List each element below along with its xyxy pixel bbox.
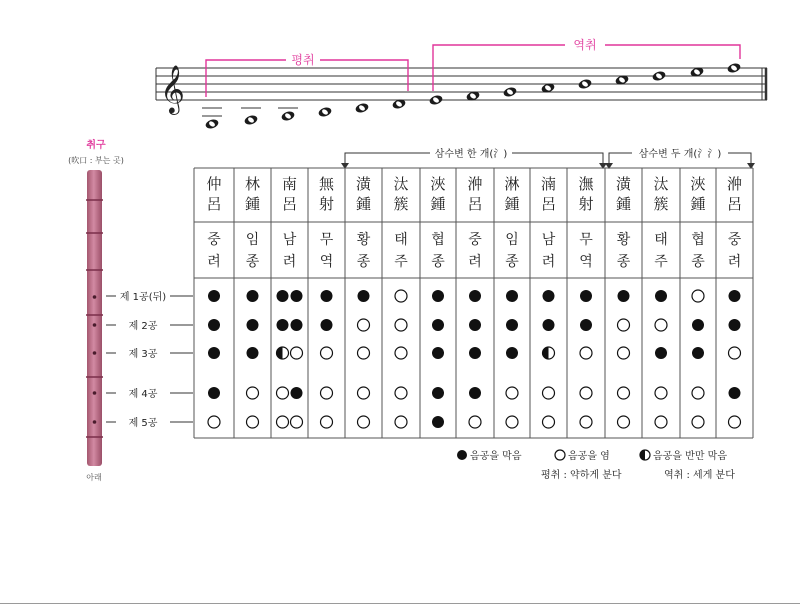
closed-hole-icon [432,387,444,399]
staff-notes [202,62,741,130]
closed-hole-icon [729,319,741,331]
open-hole-icon [618,319,630,331]
hanja-note-name: 簇 [393,195,409,213]
hangul-note-name: 태 [394,232,408,248]
hangul-note-name: 려 [727,254,742,270]
closed-hole-icon [655,347,667,359]
whole-note [318,106,333,118]
closed-hole-icon [208,319,220,331]
open-hole-icon [358,319,370,331]
legend-half: 음공을 반만 막음 [653,451,727,462]
hangul-note-name: 황 [616,232,631,248]
one-water-radical-label: 삼수변 한 개(氵) [434,149,508,160]
whole-note [241,108,261,126]
hangul-note-name: 주 [394,254,408,270]
closed-hole-icon [469,347,481,359]
hangul-note-name: 종 [356,254,371,270]
hangul-note-name: 종 [431,254,445,270]
fingering-table [194,168,753,438]
flute-illustration [68,138,193,482]
hangul-note-name: 중 [468,232,482,248]
open-hole-icon [555,450,565,460]
hangul-note-name: 임 [245,232,260,248]
closed-hole-icon [506,319,518,331]
hanja-note-name: 林 [244,175,261,193]
closed-hole-icon [692,319,704,331]
hanja-note-name: 鍾 [690,195,706,213]
open-hole-icon [506,416,518,428]
note-column [319,175,335,428]
closed-hole-icon [358,290,370,302]
open-hole-icon [692,387,704,399]
hanja-note-name: 汰 [393,175,409,193]
open-hole-icon [321,347,333,359]
open-hole-icon [618,416,630,428]
hangul-note-name: 종 [691,254,705,270]
open-hole-icon [321,416,333,428]
note-column [616,175,631,428]
hanja-note-name: 浹 [690,175,706,193]
open-hole-icon [277,416,289,428]
hangul-note-name: 협 [691,232,705,248]
open-hole-icon [358,387,370,399]
hangul-note-name: 려 [207,254,221,270]
closed-hole-icon [729,290,741,302]
hanja-note-name: 汰 [653,175,669,193]
hangul-note-name: 황 [356,232,371,248]
open-hole-icon [291,347,303,359]
open-hole-icon [395,387,407,399]
closed-hole-icon [580,290,592,302]
closed-hole-icon [469,290,481,302]
hangul-note-name: 임 [505,232,519,248]
closed-hole-icon [291,319,303,331]
hanja-note-name: 呂 [206,195,222,213]
hangul-note-name: 남 [541,232,556,248]
open-hole-icon [247,387,259,399]
open-hole-icon [395,347,407,359]
legend-yeokchwi: 역취 : 세게 분다 [664,470,735,481]
treble-clef-icon: 𝄞 [160,64,185,113]
open-hole-icon [469,416,481,428]
closed-hole-icon [580,319,592,331]
hole-label: 제 5공 [128,418,158,429]
hanja-note-name: 㳞 [726,175,743,193]
hanja-note-name: 湳 [540,175,557,193]
open-hole-icon [543,387,555,399]
hanja-note-name: 呂 [281,195,298,213]
legend-closed: 음공을 막음 [470,451,522,462]
closed-hole-icon [277,319,289,331]
closed-hole-icon [469,319,481,331]
open-hole-icon [580,416,592,428]
hangul-note-name: 역 [319,254,334,270]
closed-hole-icon [543,290,555,302]
note-column [393,175,408,428]
hanja-note-name: 鍾 [355,195,372,213]
whole-note [202,108,222,130]
hanja-note-name: 鍾 [504,195,520,213]
whole-note [503,86,518,98]
hanja-note-name: 潕 [578,175,594,193]
closed-hole-icon [321,290,333,302]
whole-note [578,78,593,90]
note-column [245,175,260,428]
whole-note [652,70,667,82]
legend-pyeongchwi: 평취 : 약하게 분다 [541,470,622,481]
open-hole-icon [692,416,704,428]
closed-hole-icon [432,347,444,359]
closed-hole-icon [321,319,333,331]
hanja-note-name: 呂 [467,195,483,213]
hangul-note-name: 종 [616,254,631,270]
open-hole-icon [729,347,741,359]
open-hole-icon [358,416,370,428]
note-column [578,175,594,428]
mouthpiece-subtitle: (吹口 : 부는 곳) [68,156,124,165]
closed-hole-icon [692,347,704,359]
hangul-note-name: 태 [654,232,668,248]
open-hole-icon [580,387,592,399]
closed-hole-icon [618,290,630,302]
note-column [541,175,556,428]
whole-note [429,94,444,106]
closed-hole-icon [277,290,289,302]
legend-open: 음공을 염 [568,451,610,462]
open-hole-icon [655,319,667,331]
yeokchwi-label: 역취 [573,38,597,52]
note-column [690,175,705,428]
hanja-note-name: 仲 [206,175,222,193]
closed-hole-icon [543,319,555,331]
note-column [504,175,519,428]
pyeongchwi-label: 평취 [291,53,315,67]
hanja-note-name: 㳞 [467,175,483,193]
hangul-note-name: 무 [579,232,593,248]
hanja-note-name: 無 [318,175,335,193]
whole-note [727,62,742,74]
closed-hole-icon [208,290,220,302]
note-column [467,175,482,428]
hanja-note-name: 呂 [726,195,743,213]
closed-hole-icon [247,319,259,331]
open-hole-icon [358,347,370,359]
hole-label: 제 1공(뒤) [119,292,167,303]
closed-hole-icon [291,387,303,399]
note-column [653,175,668,428]
hanja-note-name: 射 [578,195,594,213]
closed-hole-icon [469,387,481,399]
open-hole-icon [395,290,407,302]
note-column [206,175,221,428]
hangul-note-name: 중 [207,232,221,248]
hanja-note-name: 簇 [653,195,669,213]
open-hole-icon [618,387,630,399]
hangul-note-name: 종 [245,254,260,270]
open-hole-icon [729,416,741,428]
hanja-note-name: 南 [281,175,298,193]
open-hole-icon [580,347,592,359]
hanja-note-name: 射 [318,195,335,213]
closed-hole-icon [247,347,259,359]
hole-label: 제 3공 [128,349,158,360]
music-staff [156,37,767,130]
hangul-note-name: 역 [579,254,593,270]
hole-label: 제 2공 [128,321,158,332]
open-hole-icon [321,387,333,399]
open-hole-icon [277,387,289,399]
half-hole-icon [277,347,289,359]
open-hole-icon [655,387,667,399]
mouthpiece-title: 취구 [86,140,106,151]
open-hole-icon [618,347,630,359]
open-hole-icon [395,416,407,428]
closed-hole-icon [208,347,220,359]
hanja-note-name: 鍾 [615,195,632,213]
open-hole-icon [692,290,704,302]
hole-labels [106,290,193,429]
open-hole-icon [543,416,555,428]
hanja-note-name: 潢 [615,175,632,193]
closed-hole-icon [291,290,303,302]
closed-hole-icon [655,290,667,302]
open-hole-icon [655,416,667,428]
whole-note [355,102,370,114]
closed-hole-icon [432,416,444,428]
hangul-note-name: 무 [319,232,334,248]
page-bottom-border [0,603,800,604]
open-hole-icon [506,387,518,399]
open-hole-icon [247,416,259,428]
closed-hole-icon [208,387,220,399]
half-hole-icon [543,347,555,359]
hangul-note-name: 주 [654,254,668,270]
whole-note [278,108,298,122]
hangul-note-name: 남 [282,232,297,248]
note-column [277,175,303,428]
note-column [356,175,371,428]
closed-hole-icon [729,387,741,399]
hanja-note-name: 浹 [430,175,446,193]
staff-lines [156,68,767,100]
closed-hole-icon [457,450,467,460]
legend [457,449,735,481]
note-column [430,175,445,428]
hanja-note-name: 潢 [355,175,372,193]
hangul-note-name: 종 [505,254,519,270]
hole-label: 제 4공 [128,389,158,400]
hangul-note-name: 려 [468,254,482,270]
hangul-note-name: 려 [541,254,556,270]
hangul-note-name: 중 [727,232,742,248]
open-hole-icon [395,319,407,331]
hanja-note-name: 鍾 [244,195,261,213]
closed-hole-icon [506,290,518,302]
flute-bottom-label: 아래 [86,473,102,482]
closed-hole-icon [432,319,444,331]
open-hole-icon [291,416,303,428]
hanja-note-name: 淋 [504,175,520,193]
hangul-note-name: 려 [282,254,297,270]
hangul-note-name: 협 [431,232,445,248]
open-hole-icon [208,416,220,428]
octave-markers [341,147,755,169]
closed-hole-icon [247,290,259,302]
hanja-note-name: 呂 [540,195,557,213]
closed-hole-icon [506,347,518,359]
half-hole-icon [640,450,650,460]
note-column [727,175,742,428]
closed-hole-icon [432,290,444,302]
hanja-note-name: 鍾 [430,195,446,213]
two-water-radical-label: 삼수변 두 개(氵氵) [638,149,722,160]
